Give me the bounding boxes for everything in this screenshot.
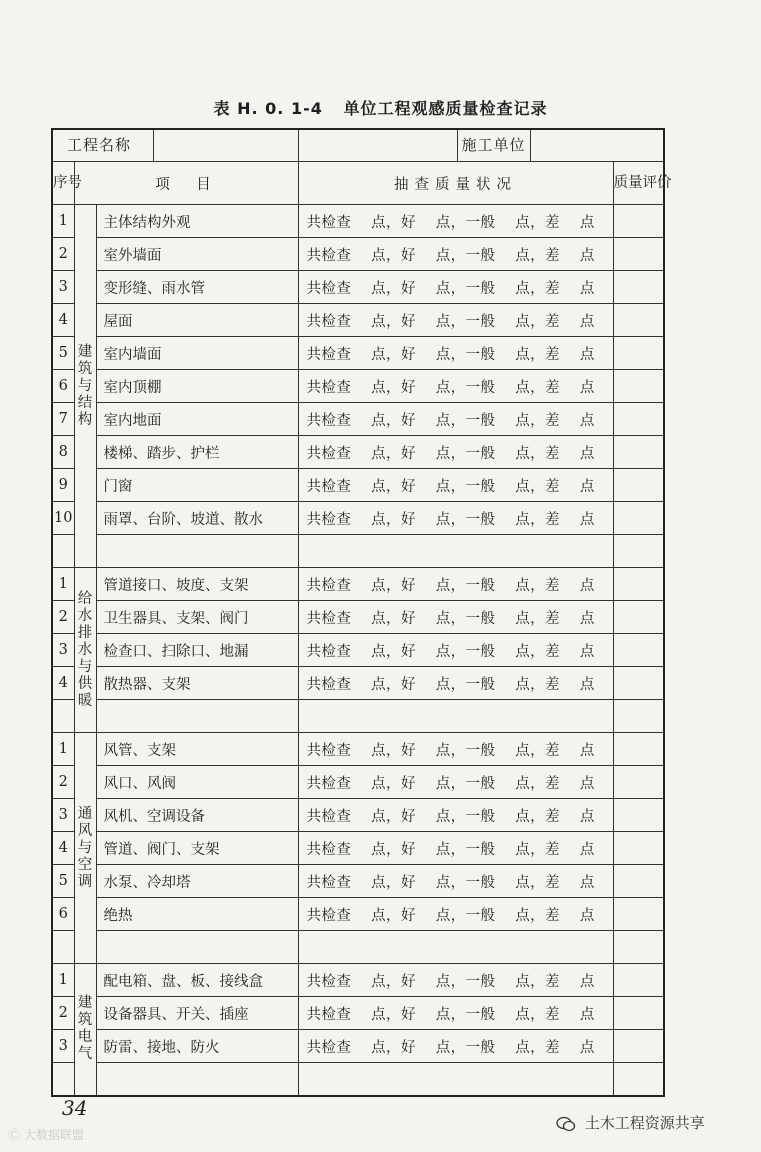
table-row — [52, 205, 664, 238]
row-status[interactable]: 共检查 点，好 点，一般 点，差 点 — [298, 238, 613, 271]
project-name-label: 工程名称 — [53, 130, 154, 161]
table-row — [52, 931, 664, 964]
row-status[interactable]: 共检查 点，好 点，一般 点，差 点 — [298, 568, 613, 601]
table-row — [52, 370, 664, 403]
col-eval-header: 质量评价 — [613, 162, 664, 205]
watermark-right — [556, 1112, 705, 1133]
row-item — [96, 931, 298, 964]
row-eval[interactable] — [613, 1030, 664, 1063]
row-status[interactable]: 共检查 点，好 点，一般 点，差 点 — [298, 964, 613, 997]
construction-unit-label: 施工单位 — [457, 130, 531, 161]
row-item: 卫生器具、支架、阀门 — [96, 601, 298, 634]
row-seq: 1 — [52, 205, 74, 238]
row-item: 检查口、扫除口、地漏 — [96, 634, 298, 667]
col-item-header: 项 目 — [74, 162, 298, 205]
row-seq: 4 — [52, 832, 74, 865]
table-row — [52, 238, 664, 271]
row-eval[interactable] — [613, 535, 664, 568]
row-seq: 4 — [52, 667, 74, 700]
row-eval[interactable] — [613, 436, 664, 469]
table-number: 表 H. 0. 1-4 — [213, 99, 323, 118]
row-seq — [52, 1063, 74, 1096]
table-row — [52, 997, 664, 1030]
table-title: 单位工程观感质量检查记录 — [343, 99, 548, 118]
row-eval[interactable] — [613, 271, 664, 304]
col-status-header: 抽查质量状况 — [298, 162, 613, 205]
row-item: 室内墙面 — [96, 337, 298, 370]
row-seq: 2 — [52, 766, 74, 799]
row-eval[interactable] — [613, 469, 664, 502]
table-row — [52, 832, 664, 865]
row-item: 楼梯、踏步、护栏 — [96, 436, 298, 469]
row-item: 风机、空调设备 — [96, 799, 298, 832]
row-seq — [52, 931, 74, 964]
row-item: 屋面 — [96, 304, 298, 337]
row-seq — [52, 535, 74, 568]
row-item: 管道、阀门、支架 — [96, 832, 298, 865]
table-row — [52, 799, 664, 832]
table-row — [52, 337, 664, 370]
col-seq-header: 序号 — [52, 162, 74, 205]
row-eval[interactable] — [613, 865, 664, 898]
project-name-cell — [52, 129, 298, 162]
row-item: 变形缝、雨水管 — [96, 271, 298, 304]
row-seq: 1 — [52, 733, 74, 766]
construction-unit-cell — [298, 129, 664, 162]
row-seq: 6 — [52, 370, 74, 403]
row-status[interactable]: 共检查 点，好 点，一般 点，差 点 — [298, 634, 613, 667]
row-item — [96, 1063, 298, 1096]
row-item: 室内地面 — [96, 403, 298, 436]
row-eval[interactable] — [613, 799, 664, 832]
column-header-row — [52, 162, 664, 205]
row-seq: 10 — [52, 502, 74, 535]
row-seq: 3 — [52, 799, 74, 832]
row-eval[interactable] — [613, 238, 664, 271]
row-eval[interactable] — [613, 403, 664, 436]
row-seq: 3 — [52, 1030, 74, 1063]
row-seq: 2 — [52, 601, 74, 634]
row-status[interactable]: 共检查 点，好 点，一般 点，差 点 — [298, 205, 613, 238]
row-seq: 3 — [52, 271, 74, 304]
row-eval[interactable] — [613, 205, 664, 238]
watermark-left-text: 大数据联盟 — [23, 1128, 84, 1142]
row-eval[interactable] — [613, 832, 664, 865]
row-seq: 7 — [52, 403, 74, 436]
row-item: 室外墙面 — [96, 238, 298, 271]
row-item: 雨罩、台阶、坡道、散水 — [96, 502, 298, 535]
table-row — [52, 403, 664, 436]
category-label: 建筑电气 — [74, 964, 96, 1096]
table-row — [52, 700, 664, 733]
table-row — [52, 733, 664, 766]
table-row — [52, 865, 664, 898]
row-seq: 1 — [52, 568, 74, 601]
row-item: 风口、风阀 — [96, 766, 298, 799]
row-eval[interactable] — [613, 601, 664, 634]
row-seq: 2 — [52, 238, 74, 271]
row-item: 防雷、接地、防火 — [96, 1030, 298, 1063]
row-status[interactable] — [298, 535, 613, 568]
table-row — [52, 667, 664, 700]
row-status[interactable]: 共检查 点，好 点，一般 点，差 点 — [298, 832, 613, 865]
row-item: 门窗 — [96, 469, 298, 502]
table-row — [52, 1030, 664, 1063]
row-seq: 8 — [52, 436, 74, 469]
wechat-icon — [556, 1115, 576, 1133]
row-item: 配电箱、盘、板、接线盒 — [96, 964, 298, 997]
row-eval[interactable] — [613, 502, 664, 535]
row-seq: 5 — [52, 865, 74, 898]
row-seq — [52, 700, 74, 733]
row-item: 散热器、支架 — [96, 667, 298, 700]
row-seq: 9 — [52, 469, 74, 502]
row-status[interactable]: 共检查 点，好 点，一般 点，差 点 — [298, 1030, 613, 1063]
row-item: 室内顶棚 — [96, 370, 298, 403]
inspection-table — [51, 128, 672, 1097]
category-label: 建筑与结构 — [74, 205, 96, 568]
row-status[interactable] — [298, 931, 613, 964]
table-row — [52, 271, 664, 304]
row-eval[interactable] — [613, 766, 664, 799]
watermark-right-text: 土木工程资源共享 — [584, 1114, 705, 1132]
table-row — [52, 502, 664, 535]
row-status[interactable]: 共检查 点，好 点，一般 点，差 点 — [298, 370, 613, 403]
row-status[interactable]: 共检查 点，好 点，一般 点，差 点 — [298, 469, 613, 502]
row-status[interactable]: 共检查 点，好 点，一般 点，差 点 — [298, 403, 613, 436]
row-seq: 4 — [52, 304, 74, 337]
table-row — [52, 568, 664, 601]
table-caption — [0, 96, 761, 119]
watermark-logo-icon: Ⓒ — [8, 1128, 21, 1142]
table-row — [52, 1063, 664, 1096]
table-row — [52, 601, 664, 634]
row-status[interactable]: 共检查 点，好 点，一般 点，差 点 — [298, 766, 613, 799]
row-status[interactable] — [298, 1063, 613, 1096]
row-status[interactable]: 共检查 点，好 点，一般 点，差 点 — [298, 997, 613, 1030]
page-number: 34 — [62, 1096, 88, 1120]
row-eval[interactable] — [613, 634, 664, 667]
table-row — [52, 766, 664, 799]
row-status[interactable]: 共检查 点，好 点，一般 点，差 点 — [298, 733, 613, 766]
row-eval[interactable] — [613, 1063, 664, 1096]
row-status[interactable] — [298, 700, 613, 733]
row-item — [96, 535, 298, 568]
row-status[interactable]: 共检查 点，好 点，一般 点，差 点 — [298, 502, 613, 535]
row-eval[interactable] — [613, 304, 664, 337]
table-row — [52, 634, 664, 667]
table-row — [52, 469, 664, 502]
row-seq: 2 — [52, 997, 74, 1030]
row-status[interactable]: 共检查 点，好 点，一般 点，差 点 — [298, 601, 613, 634]
row-item — [96, 700, 298, 733]
category-label: 通风与空调 — [74, 733, 96, 964]
watermark-left — [8, 1126, 84, 1143]
row-item: 绝热 — [96, 898, 298, 931]
row-status[interactable]: 共检查 点，好 点，一般 点，差 点 — [298, 667, 613, 700]
row-item: 设备器具、开关、插座 — [96, 997, 298, 1030]
row-eval[interactable] — [613, 898, 664, 931]
row-seq: 6 — [52, 898, 74, 931]
row-eval[interactable] — [613, 337, 664, 370]
row-eval[interactable] — [613, 568, 664, 601]
row-item: 管道接口、坡度、支架 — [96, 568, 298, 601]
row-status[interactable]: 共检查 点，好 点，一般 点，差 点 — [298, 898, 613, 931]
row-seq: 3 — [52, 634, 74, 667]
row-status[interactable]: 共检查 点，好 点，一般 点，差 点 — [298, 304, 613, 337]
row-item: 水泵、冷却塔 — [96, 865, 298, 898]
row-eval[interactable] — [613, 733, 664, 766]
table-row — [52, 964, 664, 997]
row-status[interactable]: 共检查 点，好 点，一般 点，差 点 — [298, 436, 613, 469]
row-eval[interactable] — [613, 667, 664, 700]
row-item: 风管、支架 — [96, 733, 298, 766]
row-eval[interactable] — [613, 964, 664, 997]
project-header-row — [52, 129, 664, 162]
row-seq: 1 — [52, 964, 74, 997]
category-label: 给水排水与供暖 — [74, 568, 96, 733]
row-seq: 5 — [52, 337, 74, 370]
row-status[interactable]: 共检查 点，好 点，一般 点，差 点 — [298, 337, 613, 370]
table-row — [52, 535, 664, 568]
row-status[interactable]: 共检查 点，好 点，一般 点，差 点 — [298, 271, 613, 304]
table-row — [52, 898, 664, 931]
row-eval[interactable] — [613, 370, 664, 403]
row-status[interactable]: 共检查 点，好 点，一般 点，差 点 — [298, 865, 613, 898]
table-row — [52, 436, 664, 469]
row-status[interactable]: 共检查 点，好 点，一般 点，差 点 — [298, 799, 613, 832]
row-eval[interactable] — [613, 700, 664, 733]
row-item: 主体结构外观 — [96, 205, 298, 238]
row-eval[interactable] — [613, 997, 664, 1030]
row-eval[interactable] — [613, 931, 664, 964]
table-row — [52, 304, 664, 337]
